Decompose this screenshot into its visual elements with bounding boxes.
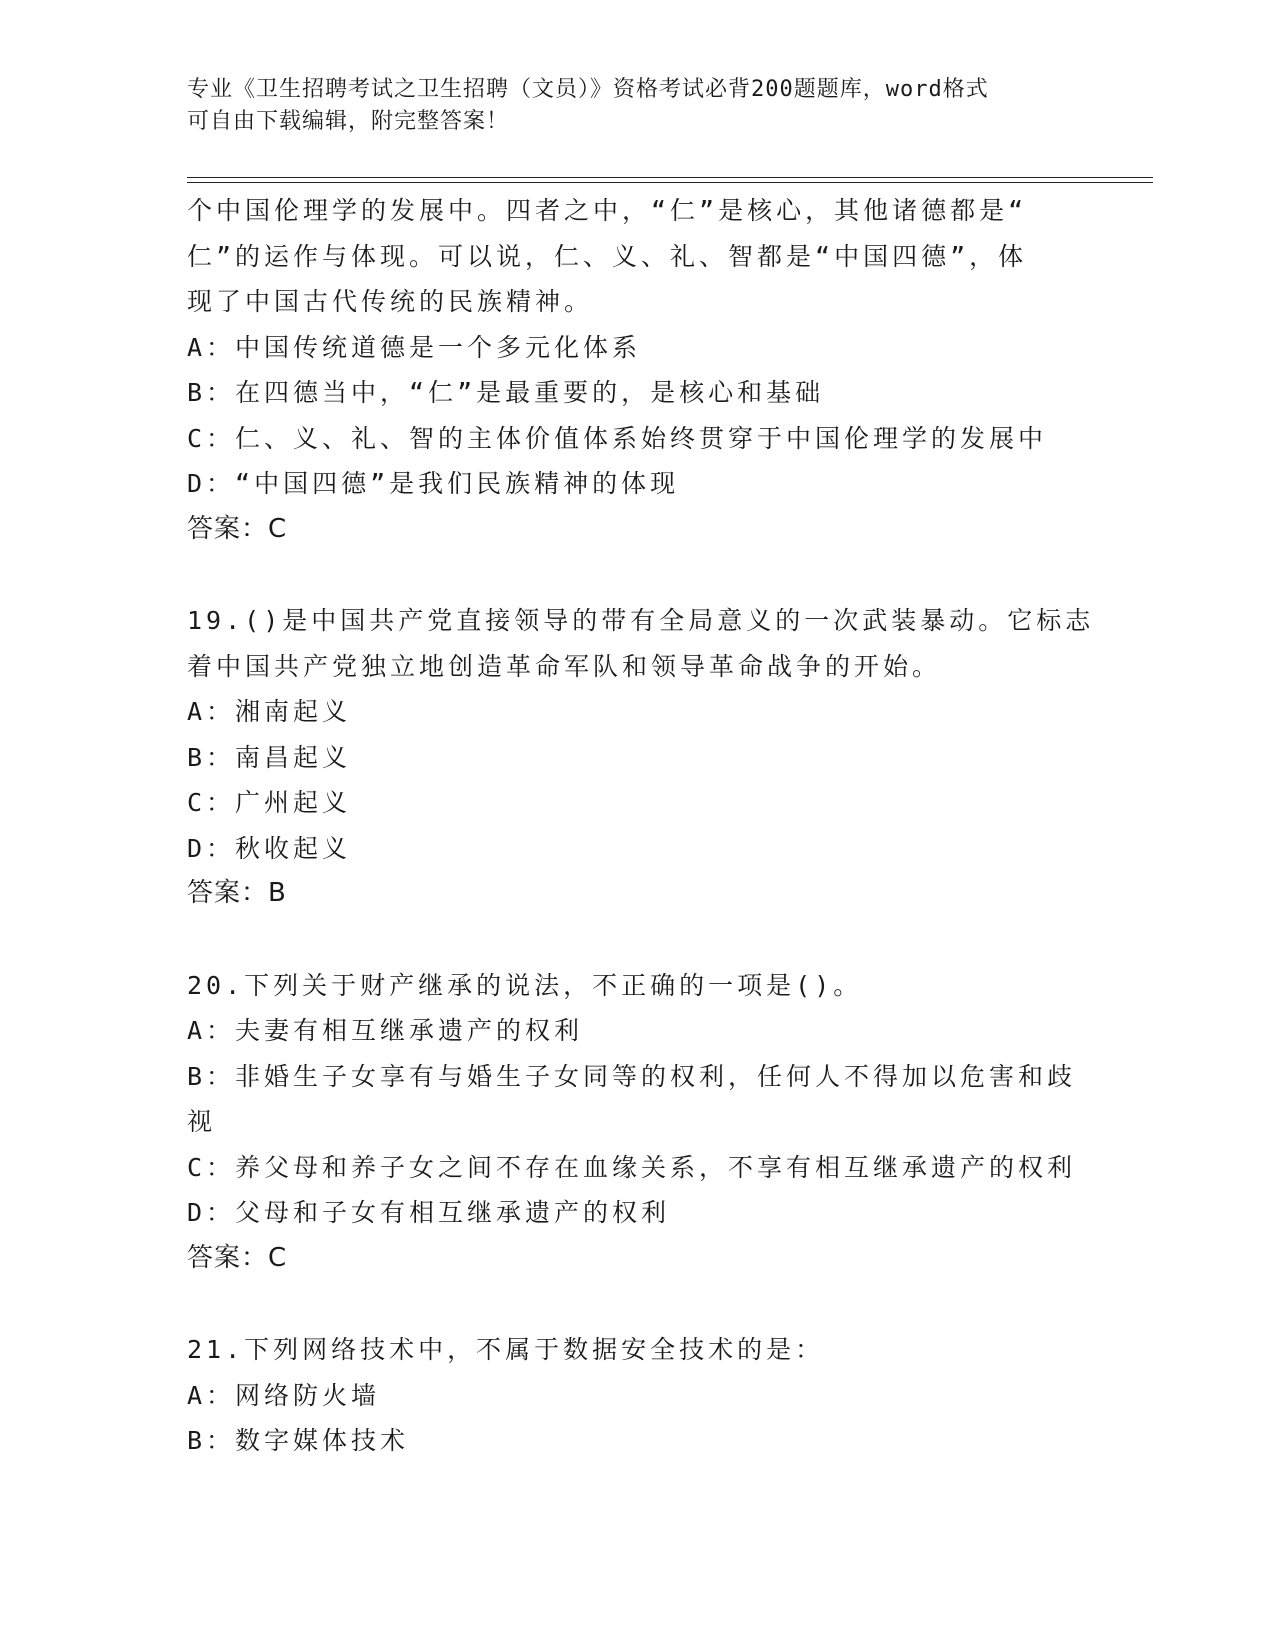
answer-label: 答案：C (187, 1242, 288, 1273)
option-a: A：中国传统道德是一个多元化体系 (187, 332, 642, 362)
question-text-line: 20.下列关于财产继承的说法，不正确的一项是()。 (187, 970, 863, 1000)
option-a: A：湘南起义 (187, 697, 352, 726)
option-c: C：仁、义、礼、智的主体价值体系始终贯穿于中国伦理学的发展中 (187, 423, 1048, 453)
question-spacer (187, 917, 1087, 963)
option-a: A：夫妻有相互继承遗产的权利 (187, 1016, 584, 1045)
option-b: B：数字媒体技术 (187, 1426, 410, 1455)
option-d: D：“中国四德”是我们民族精神的体现 (187, 469, 680, 498)
header-line-2: 可自由下载编辑，附完整答案！ (187, 109, 510, 134)
question-spacer (187, 552, 1087, 598)
question-21 (187, 1327, 1087, 1464)
option-d: D：父母和子女有相互继承遗产的权利 (187, 1198, 671, 1227)
option-c: C：广州起义 (187, 788, 352, 817)
option-b: B：非婚生子女享有与婚生子女同等的权利，任何人不得加以危害和歧 (187, 1061, 1077, 1091)
question-text-line: 21.下列网络技术中，不属于数据安全技术的是： (187, 1335, 825, 1364)
question-text-line: 19.()是中国共产党直接领导的带有全局意义的一次武装暴动。它标志 (187, 606, 1095, 635)
header-line-1: 专业《卫生招聘考试之卫生招聘（文员）》资格考试必背200题题库，word格式 (187, 77, 989, 102)
header-divider-top (187, 177, 1153, 178)
header-divider-bottom (187, 182, 1153, 183)
answer-label: 答案：B (187, 878, 287, 908)
answer-label: 答案：C (187, 513, 288, 544)
question-18-continuation (187, 188, 1087, 552)
question-20 (187, 963, 1087, 1282)
option-c: C：养父母和养子女之间不存在血缘关系，不享有相互继承遗产的权利 (187, 1152, 1077, 1182)
document-header (187, 74, 1067, 138)
option-b: B：在四德当中，“仁”是最重要的，是核心和基础 (187, 378, 825, 407)
question-19 (187, 598, 1095, 917)
option-b: B：南昌起义 (187, 742, 352, 772)
question-text-line: 现了中国古代传统的民族精神。 (187, 287, 594, 316)
question-text-line: 着中国共产党独立地创造革命军队和领导革命战争的开始。 (187, 651, 942, 681)
question-spacer (187, 1281, 1087, 1327)
question-text-line: 个中国伦理学的发展中。四者之中，“仁”是核心，其他诸德都是“ (187, 196, 1028, 225)
document-body (187, 188, 1095, 1464)
question-text-line: 仁”的运作与体现。可以说，仁、义、礼、智都是“中国四德”，体 (187, 241, 1028, 271)
option-b-continued: 视 (187, 1107, 217, 1136)
option-a: A：网络防火墙 (187, 1380, 381, 1410)
option-d: D：秋收起义 (187, 833, 352, 863)
